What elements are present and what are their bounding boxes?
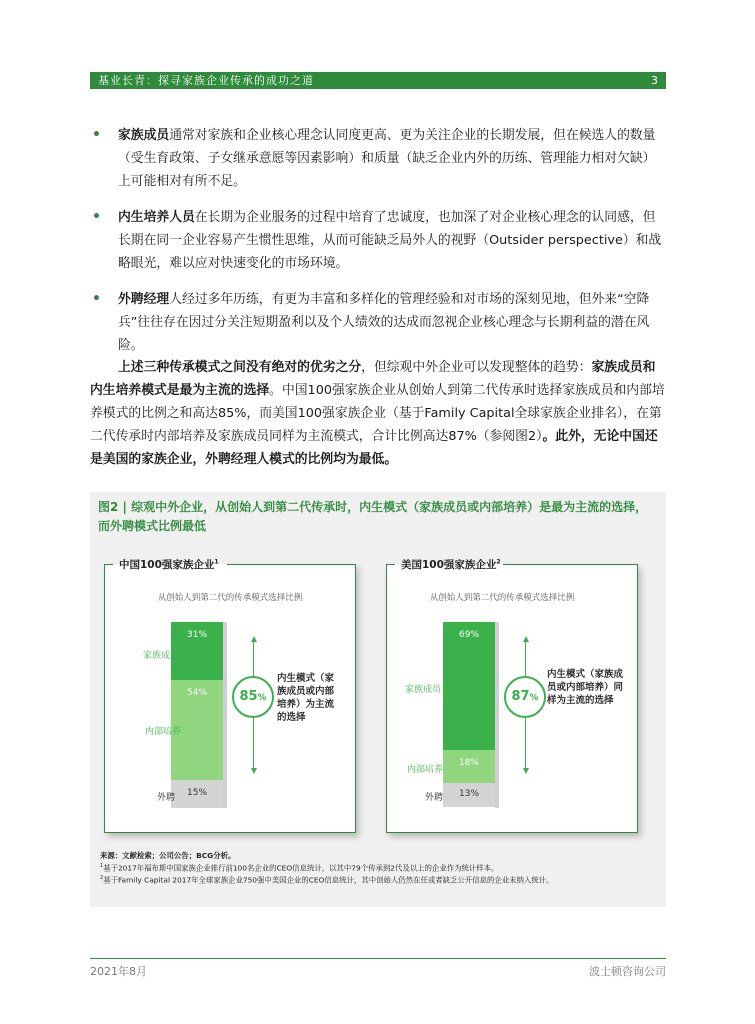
panel-border-right — [227, 564, 355, 565]
panel-border-left — [105, 564, 113, 565]
bar-segment — [443, 750, 495, 783]
bullet-term: 外聘经理 — [118, 292, 170, 307]
category-label-internal: 内部培养 — [145, 727, 182, 737]
figure-title: 图2 | 综观中外企业，从创始人到第二代传承时，内生模式（家族成员或内部培养）是最为主流的选择，而外聘模式比例最低 — [98, 500, 648, 533]
arrow-up-icon — [523, 636, 529, 642]
bullet-term: 内生培养人员 — [118, 210, 195, 225]
source-line: 来源：文献检索；公司公告；BCG分析。 — [100, 851, 236, 860]
bullet-list — [90, 124, 666, 370]
footer-date: 2021年8月 — [90, 965, 147, 978]
page-number: 3 — [651, 74, 658, 87]
category-label-external: 外聘 — [157, 793, 176, 803]
chart-title-us: 美国100强家族企业$^2$ — [401, 558, 501, 571]
chart-annotation-us: 内生模式（家族成员或内部培养）同样为主流的选择 — [547, 669, 624, 706]
footnote-2: $^2$基于Family Capital 2017年全球家族企业750强中美国企业的CEO信息统计，其中创始人仍然在任或者缺乏公开信息的企业未纳入统计。 — [100, 875, 554, 885]
bullet-item — [90, 288, 666, 357]
bar-value-label: 31% — [187, 630, 208, 640]
para-bold-3: 。此外，无论中国还是美国的家族企业，外聘经理人模式的比例均为最低。 — [90, 429, 658, 467]
bullet-term: 家族成员 — [118, 128, 170, 143]
bar-value-label: 69% — [459, 630, 480, 640]
header-title: 基业长青：探寻家族企业传承的成功之道 — [98, 74, 314, 87]
bar-shadow — [495, 622, 499, 808]
total-percent-circle: 85% — [232, 676, 274, 718]
chart-panel-china — [104, 558, 356, 833]
bar-segment — [443, 783, 495, 807]
chart-title-china: 中国100强家族企业$^1$ — [119, 558, 219, 571]
bar-value-label: 13% — [459, 789, 480, 799]
arrow-up-icon — [251, 636, 257, 642]
para-bold-2: 家族成员和内生培养模式是最为主流的选择 — [90, 360, 656, 398]
para-bold-1: 上述三种传承模式之间没有绝对的优劣之分 — [118, 360, 362, 375]
para-text-2: 。中国100强家族企业从创始人到第二代传承时选择家族成员和内部培养模式的比例之和高达85%，而美国100强家族企业（基于Family Capital全球家族企业排名），在第二代传承时内部培养及家族成员同样为主流模式，合计比例高达87%（参阅图2） — [90, 383, 665, 444]
category-label-family: 家族成员 — [405, 685, 442, 695]
arrow-down-icon — [523, 768, 529, 774]
category-label-family: 家族成员 — [143, 651, 180, 661]
bar-shadow — [223, 622, 227, 808]
bullet-text: 人经过多年历练，有更为丰富和多样化的管理经验和对市场的深刻见地，但外来“空降兵”往往存在因过分关注短期盈利以及个人绩效的达成而忽视企业核心理念与长期利益的潜在风险。 — [118, 292, 650, 353]
body-paragraph — [90, 356, 666, 471]
footer-company: 波士顿咨询公司 — [589, 965, 666, 978]
bar-value-label: 15% — [187, 788, 208, 798]
arrow-down-icon — [251, 768, 257, 774]
panel-border-right — [503, 564, 637, 565]
bullet-text: 在长期为企业服务的过程中培育了忠诚度，也加深了对企业核心理念的认同感，但长期在同一企业容易产生惯性思维，从而可能缺乏局外人的视野（Outsider perspective）和战略眼光，难以应对快速变化的市场环境。 — [118, 210, 662, 271]
panel-border-left — [387, 564, 395, 565]
chart-subtitle-us: 从创始人到第二代的传承模式选择比例 — [429, 593, 575, 603]
para-text-1: ，但综观中外企业可以发现整体的趋势： — [361, 360, 592, 375]
bar-segment — [443, 622, 495, 750]
chart-annotation-china: 内生模式（家族成员或内部培养）为主流的选择 — [277, 673, 335, 723]
bar-segment — [171, 780, 223, 808]
bar-value-label: 54% — [187, 688, 208, 698]
footnote-1: $^1$基于2017年福布斯中国家族企业排行前100名企业的CEO信息统计，以其中79个传承到2代及以上的企业作为统计样本。 — [100, 863, 499, 873]
figure-2 — [90, 492, 666, 907]
page-header — [90, 72, 666, 89]
bar-value-label: 18% — [459, 758, 480, 768]
footer-divider — [90, 958, 666, 959]
figure-sources — [100, 850, 660, 886]
bullet-dot-icon: • — [92, 209, 101, 225]
bullet-dot-icon: • — [92, 127, 101, 143]
chart-panel-us — [386, 558, 638, 833]
total-percent-circle: 87% — [504, 676, 546, 718]
bullet-item — [90, 124, 666, 193]
chart-subtitle-china: 从创始人到第二代的传承模式选择比例 — [157, 593, 303, 603]
category-label-internal: 内部培养 — [407, 765, 444, 775]
bullet-text: 通常对家族和企业核心理念认同度更高、更为关注企业的长期发展，但在候选人的数量（受生育政策、子女继承意愿等因素影响）和质量（缺乏企业内外的历练、管理能力相对欠缺）上可能相对有所不足。 — [118, 128, 656, 189]
bullet-item — [90, 206, 666, 275]
bullet-dot-icon: • — [92, 291, 101, 307]
category-label-external: 外聘 — [425, 793, 444, 803]
